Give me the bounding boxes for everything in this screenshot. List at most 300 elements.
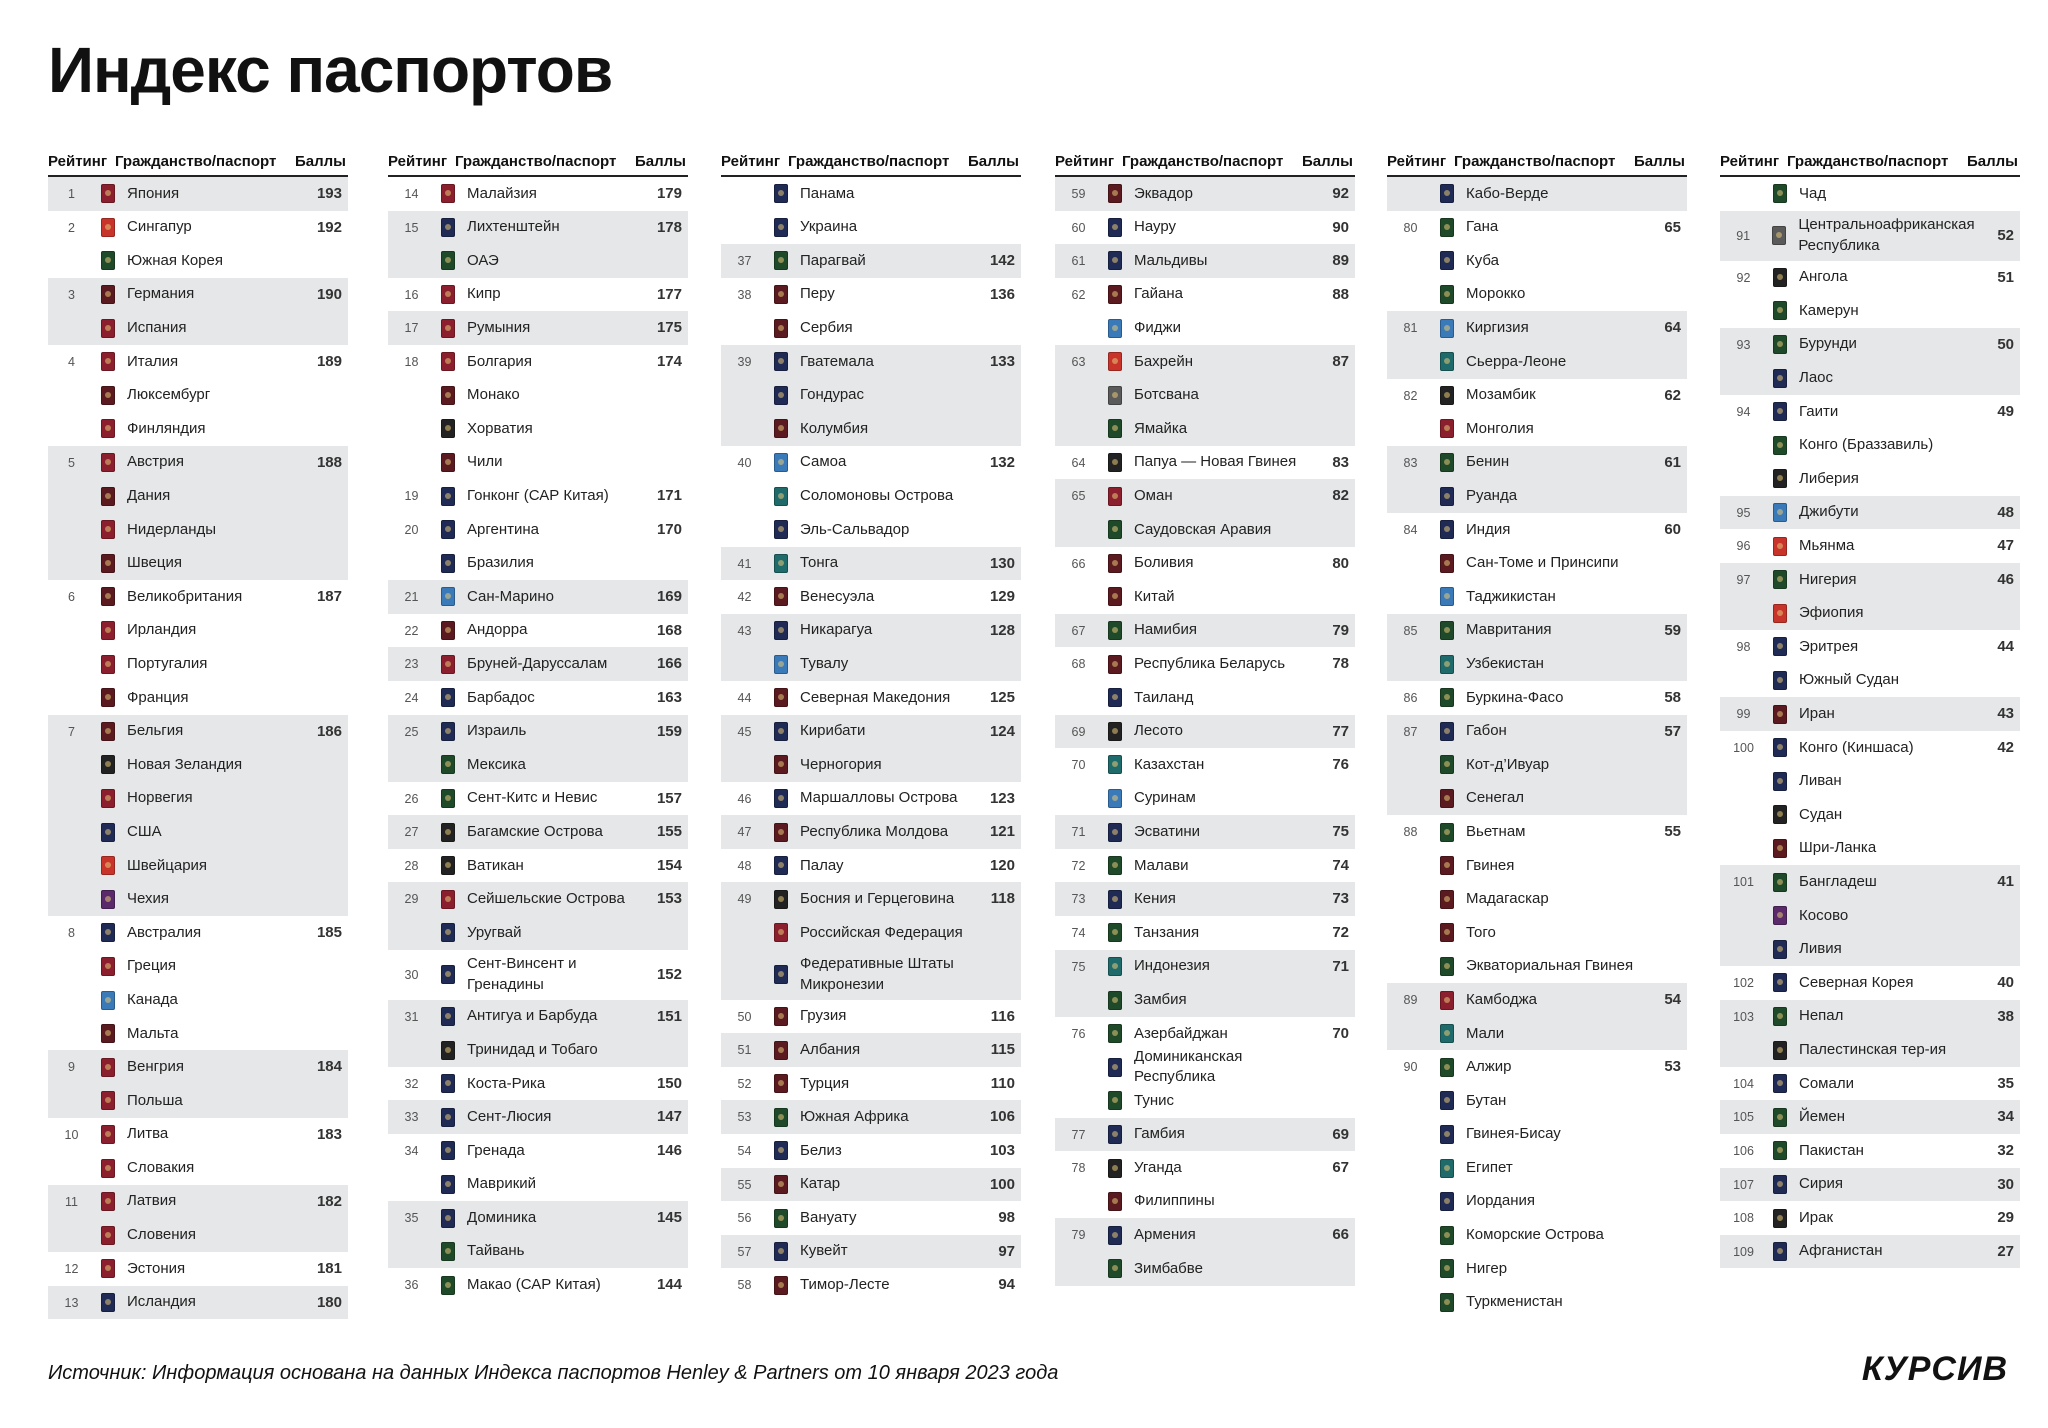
- table-row: [721, 1201, 1021, 1235]
- rank-number: 97: [1736, 572, 1751, 587]
- score-value: [1641, 412, 1687, 420]
- passport-icon: [441, 554, 455, 573]
- score-value: [1641, 1118, 1687, 1126]
- header-country: Гражданство/паспорт: [115, 153, 277, 170]
- rank-number: 45: [737, 724, 752, 739]
- rank-number: 15: [404, 220, 419, 235]
- table-row: [1720, 765, 2020, 799]
- table-row: [388, 782, 688, 816]
- rank-group: [1055, 950, 1355, 1017]
- table-row: [1387, 446, 1687, 480]
- country-name: Сенегал: [1466, 789, 1525, 807]
- country-name: Индонезия: [1134, 957, 1210, 975]
- header-rank: Рейтинг: [1055, 153, 1115, 170]
- table-row: [721, 278, 1021, 312]
- rank-number: 4: [68, 354, 75, 369]
- rank-number: 11: [65, 1194, 78, 1209]
- score-value: [302, 782, 348, 790]
- passport-icon: [101, 1259, 115, 1278]
- rank-group: [1387, 446, 1687, 513]
- rank-number: 108: [1733, 1211, 1754, 1226]
- rank-group: [721, 547, 1021, 581]
- rank-number: 40: [737, 455, 752, 470]
- passport-icon: [1440, 520, 1454, 539]
- table-row: [388, 311, 688, 345]
- rank-number: [1387, 882, 1434, 892]
- passport-icon: [441, 722, 455, 741]
- country-name: Эфиопия: [1799, 604, 1864, 622]
- table-row: [1387, 379, 1687, 413]
- score-value: [302, 513, 348, 521]
- country-name: Андорра: [467, 621, 528, 639]
- score-value: [1641, 244, 1687, 252]
- country-name: Швеция: [127, 554, 182, 572]
- score-value: [975, 412, 1021, 420]
- country-name: Антигуа и Барбуда: [467, 1007, 598, 1025]
- rank-group: [388, 882, 688, 949]
- passport-icon: [101, 1159, 115, 1178]
- rank-number: 36: [404, 1278, 419, 1293]
- header-score: Баллы: [635, 153, 686, 170]
- country-name: Кувейт: [800, 1242, 848, 1260]
- table-row: [1720, 731, 2020, 765]
- rank-number: 18: [404, 354, 419, 369]
- country-name: Германия: [127, 285, 195, 303]
- rank-number: [48, 815, 95, 825]
- passport-icon: [101, 587, 115, 606]
- rank-number: 8: [68, 926, 75, 941]
- rank-number: 31: [404, 1009, 419, 1024]
- rank-group: [1055, 1218, 1355, 1285]
- rank-number: 106: [1733, 1144, 1754, 1159]
- table-row: [388, 647, 688, 681]
- country-name: Бруней-Даруссалам: [467, 654, 608, 672]
- passport-icon: [1773, 369, 1787, 388]
- score-value: 145: [656, 1209, 682, 1227]
- country-name: Замбия: [1134, 990, 1187, 1008]
- country-name: Маврикий: [467, 1175, 537, 1193]
- passport-icon: [1108, 319, 1122, 338]
- country-name: Фиджи: [1134, 319, 1181, 337]
- country-name: Гренада: [467, 1141, 525, 1159]
- country-name: Непал: [1799, 1007, 1844, 1025]
- rank-number: [48, 244, 95, 254]
- rank-number: 84: [1403, 522, 1418, 537]
- score-value: [1641, 278, 1687, 286]
- table-row: [721, 681, 1021, 715]
- rank-number: 76: [1071, 1026, 1086, 1041]
- rank-number: [1387, 1084, 1434, 1094]
- rank-number: 57: [737, 1244, 752, 1259]
- passport-icon: [774, 856, 788, 875]
- rank-group: [1055, 882, 1355, 916]
- rank-group: [388, 1134, 688, 1201]
- score-value: 54: [1664, 991, 1681, 1009]
- country-name: Коморские Острова: [1466, 1226, 1604, 1244]
- score-value: 75: [1332, 823, 1349, 841]
- table-row: [721, 950, 1021, 1000]
- score-value: [1974, 932, 2020, 940]
- rank-number: 17: [404, 321, 419, 336]
- rank-number: 85: [1403, 623, 1418, 638]
- rank-number: 48: [737, 858, 752, 873]
- score-value: 116: [990, 1007, 1015, 1025]
- rank-number: 107: [1733, 1177, 1754, 1192]
- score-value: 38: [1997, 1007, 2014, 1025]
- table-row: [1387, 748, 1687, 782]
- score-value: 67: [1332, 1159, 1349, 1177]
- passport-icon: [441, 251, 455, 270]
- rank-group: [1720, 1168, 2020, 1202]
- rank-group: [1387, 211, 1687, 312]
- score-value: [302, 547, 348, 555]
- country-name: Таджикистан: [1466, 587, 1556, 605]
- score-value: [1974, 798, 2020, 806]
- country-name: Джибути: [1799, 503, 1859, 521]
- table-row: [48, 1286, 348, 1320]
- table-row: [1055, 311, 1355, 345]
- rank-number: 102: [1733, 976, 1754, 991]
- table-row: [48, 547, 348, 581]
- table-row: [1055, 345, 1355, 379]
- country-name: Албания: [800, 1040, 861, 1058]
- brand-logo: КУРСИВ: [1861, 1350, 2008, 1388]
- score-value: 43: [1997, 705, 2014, 723]
- table-row: [388, 849, 688, 883]
- passport-icon: [1108, 688, 1122, 707]
- rank-number: 51: [737, 1043, 752, 1058]
- country-name: Соломоновы Острова: [800, 487, 954, 505]
- country-name: Маршалловы Острова: [800, 789, 958, 807]
- country-name: Панама: [800, 184, 855, 202]
- score-value: 55: [1664, 823, 1681, 841]
- table-row: [388, 211, 688, 245]
- passport-icon: [101, 285, 115, 304]
- rank-number: [1055, 681, 1102, 691]
- rank-group: [721, 849, 1021, 883]
- table-row: [1720, 429, 2020, 463]
- country-name: Чили: [467, 453, 503, 471]
- table-column-5: [1387, 148, 1687, 1319]
- passport-icon: [1773, 1108, 1787, 1127]
- table-row: [721, 1033, 1021, 1067]
- passport-icon: [1440, 1125, 1454, 1144]
- rank-group: [1055, 715, 1355, 749]
- rank-number: 38: [737, 287, 752, 302]
- score-value: 89: [1332, 252, 1349, 270]
- passport-icon: [101, 1125, 115, 1144]
- rank-number: 42: [737, 590, 752, 605]
- rank-group: [1720, 630, 2020, 697]
- score-value: [1641, 1017, 1687, 1025]
- table-row: [1055, 1084, 1355, 1118]
- passport-icon: [1440, 352, 1454, 371]
- score-value: 186: [316, 722, 342, 740]
- passport-icon: [101, 419, 115, 438]
- passport-icon: [774, 923, 788, 942]
- passport-icon: [1773, 436, 1787, 455]
- rank-number: [48, 748, 95, 758]
- rank-group: [1387, 513, 1687, 614]
- score-value: 94: [998, 1276, 1015, 1294]
- table-row: [1055, 983, 1355, 1017]
- table-column-4: [1055, 148, 1355, 1286]
- table-row: [1055, 782, 1355, 816]
- passport-icon: [1440, 184, 1454, 203]
- country-name: Вануату: [800, 1208, 857, 1226]
- rank-number: 101: [1733, 875, 1754, 890]
- table-row: [1720, 798, 2020, 832]
- country-name: Таиланд: [1134, 688, 1194, 706]
- passport-icon: [101, 823, 115, 842]
- passport-icon: [101, 319, 115, 338]
- table-row: [48, 681, 348, 715]
- passport-icon: [1108, 1058, 1122, 1077]
- table-row: [1720, 697, 2020, 731]
- rank-number: [388, 446, 435, 456]
- country-name: Индия: [1466, 520, 1511, 538]
- passport-icon: [1440, 789, 1454, 808]
- rank-number: 52: [737, 1076, 752, 1091]
- table-row: [48, 1017, 348, 1051]
- country-name: Португалия: [127, 654, 208, 672]
- country-name: Литва: [127, 1125, 169, 1143]
- header-rank: Рейтинг: [388, 153, 448, 170]
- rank-number: 23: [404, 657, 419, 672]
- rank-group: [48, 1185, 348, 1252]
- score-value: [642, 1235, 688, 1243]
- passport-icon: [774, 789, 788, 808]
- rank-number: 47: [737, 825, 752, 840]
- score-value: [1309, 1084, 1355, 1092]
- rank-number: 72: [1071, 858, 1086, 873]
- rank-number: [1720, 832, 1767, 842]
- source-note: Источник: Информация основана на данных Индекса паспортов Henley & Partners от 10 января 2023 года: [48, 1362, 1059, 1384]
- header-country: Гражданство/паспорт: [1787, 153, 1949, 170]
- table-row: [388, 815, 688, 849]
- country-name: Китай: [1134, 587, 1175, 605]
- score-value: 155: [656, 823, 682, 841]
- rank-group: [388, 479, 688, 513]
- score-value: 59: [1664, 621, 1681, 639]
- passport-icon: [101, 386, 115, 405]
- rank-group: [1720, 395, 2020, 496]
- rank-group: [1720, 1067, 2020, 1101]
- table-row: [1720, 261, 2020, 295]
- rank-group: [721, 446, 1021, 547]
- country-name: Тонга: [800, 554, 839, 572]
- country-name: Самоа: [800, 453, 847, 471]
- table-row: [1055, 379, 1355, 413]
- rank-number: [1055, 513, 1102, 523]
- rank-number: [1387, 1252, 1434, 1262]
- rank-number: [1720, 798, 1767, 808]
- column-header: [721, 148, 1021, 177]
- rank-number: [1387, 1118, 1434, 1128]
- rank-number: [48, 1017, 95, 1027]
- score-value: 74: [1332, 856, 1349, 874]
- rank-number: [388, 916, 435, 926]
- rank-number: [721, 412, 768, 422]
- table-row: [721, 1268, 1021, 1302]
- country-name: Латвия: [127, 1192, 177, 1210]
- header-rank: Рейтинг: [1720, 153, 1780, 170]
- rank-number: [1720, 932, 1767, 942]
- score-value: 144: [656, 1276, 682, 1294]
- table-column-1: [48, 148, 348, 1319]
- country-name: Афганистан: [1799, 1242, 1883, 1260]
- score-value: 97: [998, 1242, 1015, 1260]
- table-row: [721, 513, 1021, 547]
- table-row: [1387, 882, 1687, 916]
- score-value: [302, 681, 348, 689]
- country-name: Ливия: [1799, 940, 1842, 958]
- table-row: [1387, 950, 1687, 984]
- rank-number: [1387, 1218, 1434, 1228]
- table-row: [48, 211, 348, 245]
- score-value: 152: [656, 965, 682, 983]
- score-value: [1974, 1033, 2020, 1041]
- rank-number: 89: [1403, 993, 1418, 1008]
- passport-icon: [1440, 487, 1454, 506]
- rank-number: 66: [1071, 556, 1086, 571]
- rank-group: [1387, 983, 1687, 1050]
- table-row: [1720, 563, 2020, 597]
- table-row: [388, 748, 688, 782]
- score-value: 189: [316, 352, 342, 370]
- passport-icon: [1108, 1091, 1122, 1110]
- rank-number: [48, 412, 95, 422]
- table-row: [388, 513, 688, 547]
- country-name: Эсватини: [1134, 822, 1201, 840]
- header-rank: Рейтинг: [721, 153, 781, 170]
- table-row: [1720, 664, 2020, 698]
- table-row: [48, 950, 348, 984]
- rank-number: [1387, 177, 1434, 187]
- passport-icon: [1108, 923, 1122, 942]
- rank-group: [1055, 479, 1355, 546]
- score-value: 187: [316, 588, 342, 606]
- table-row: [48, 849, 348, 883]
- score-value: 128: [989, 621, 1015, 639]
- table-row: [388, 479, 688, 513]
- country-name: Эль-Сальвадор: [800, 520, 910, 538]
- table-row: [48, 177, 348, 211]
- score-value: 163: [656, 688, 682, 706]
- country-name: Чехия: [127, 890, 170, 908]
- score-value: [1309, 412, 1355, 420]
- score-value: 118: [990, 890, 1015, 908]
- rank-group: [388, 1067, 688, 1101]
- column-header: [388, 148, 688, 177]
- rank-number: 30: [404, 967, 419, 982]
- rank-number: [388, 1168, 435, 1178]
- table-row: [721, 580, 1021, 614]
- score-value: [642, 1033, 688, 1041]
- passport-icon: [1440, 856, 1454, 875]
- table-row: [1055, 580, 1355, 614]
- score-value: [1309, 379, 1355, 387]
- rank-number: [1387, 748, 1434, 758]
- score-value: [1641, 1084, 1687, 1092]
- rank-number: 24: [404, 690, 419, 705]
- passport-icon: [1108, 218, 1122, 237]
- passport-icon: [1108, 655, 1122, 674]
- rank-number: 46: [737, 791, 752, 806]
- score-value: 168: [656, 621, 682, 639]
- country-name: Конго (Киншаса): [1799, 738, 1914, 756]
- page-title: Индекс паспортов: [48, 34, 613, 106]
- passport-icon: [1108, 1024, 1122, 1043]
- table-row: [1720, 529, 2020, 563]
- score-value: [1641, 547, 1687, 555]
- country-name: Северная Корея: [1799, 973, 1914, 991]
- country-name: Косово: [1799, 906, 1849, 924]
- rank-number: 82: [1403, 388, 1418, 403]
- rank-number: [1387, 412, 1434, 422]
- score-value: 82: [1332, 487, 1349, 505]
- rank-number: 55: [737, 1177, 752, 1192]
- rank-number: 16: [404, 287, 419, 302]
- country-name: Науру: [1134, 218, 1177, 236]
- passport-icon: [774, 755, 788, 774]
- rank-group: [721, 1100, 1021, 1134]
- passport-icon: [441, 1108, 455, 1127]
- rank-number: 93: [1736, 337, 1751, 352]
- score-value: [642, 379, 688, 387]
- score-value: 171: [656, 487, 682, 505]
- passport-icon: [1773, 402, 1787, 421]
- rank-number: [48, 647, 95, 657]
- rank-number: 99: [1736, 707, 1751, 722]
- table-row: [1387, 1185, 1687, 1219]
- score-value: [1974, 899, 2020, 907]
- country-name: Сейшельские Острова: [467, 890, 625, 908]
- rank-number: [388, 412, 435, 422]
- score-value: [302, 950, 348, 958]
- country-name: Гонконг (САР Китая): [467, 487, 609, 505]
- country-name: Румыния: [467, 319, 531, 337]
- passport-icon: [774, 1276, 788, 1295]
- table-row: [1055, 211, 1355, 245]
- rank-number: [721, 311, 768, 321]
- country-name: Греция: [127, 957, 177, 975]
- country-name: Кения: [1134, 890, 1176, 908]
- rank-group: [388, 715, 688, 782]
- rank-number: 80: [1403, 220, 1418, 235]
- passport-icon: [774, 621, 788, 640]
- country-name: Южная Корея: [127, 251, 223, 269]
- header-country: Гражданство/паспорт: [455, 153, 617, 170]
- rank-number: 69: [1071, 724, 1086, 739]
- passport-icon: [441, 285, 455, 304]
- table-row: [48, 1050, 348, 1084]
- rank-number: 12: [64, 1262, 79, 1276]
- rank-group: [388, 815, 688, 849]
- country-name: Тимор-Лесте: [800, 1276, 890, 1294]
- passport-icon: [1440, 1293, 1454, 1312]
- passport-icon: [1773, 1175, 1787, 1194]
- country-name: Никарагуа: [800, 621, 873, 639]
- passport-icon: [1108, 1226, 1122, 1245]
- country-name: Уругвай: [467, 923, 522, 941]
- table-row: [1055, 715, 1355, 749]
- country-name: Украина: [800, 218, 858, 236]
- country-name: Кот-д’Ивуар: [1466, 755, 1550, 773]
- score-value: [302, 379, 348, 387]
- passport-icon: [101, 352, 115, 371]
- table-row: [1055, 647, 1355, 681]
